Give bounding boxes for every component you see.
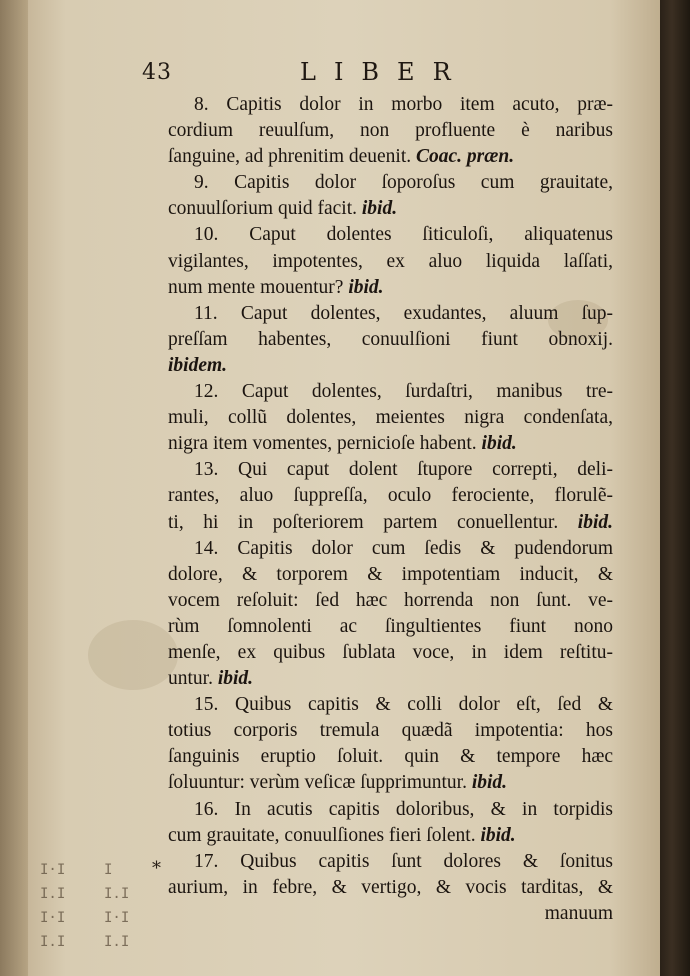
text-line [168, 536, 613, 562]
text-line [168, 196, 613, 222]
text-line [168, 875, 613, 901]
citation-reference: ibidem. [168, 354, 228, 376]
citation-reference: ibid. [212, 668, 254, 690]
line-text: ti, hi in poſteriorem partem conuellentur. [168, 511, 559, 533]
line-text: 9. Capitis dolor ſoporoſus cum grauitate, [194, 172, 613, 194]
margin-mark: I [104, 862, 113, 878]
line-text: ſanguine, ad phrenitim deuenit. [168, 146, 412, 168]
line-text: cum grauitate, conuulſiones fieri ſolent. [168, 824, 476, 846]
book-binding [660, 0, 690, 976]
text-line [168, 901, 613, 927]
text-line [168, 562, 613, 588]
line-text: vocem reſoluit: ſed hæc horrenda non ſunt. ve- [168, 589, 613, 611]
text-line [168, 275, 613, 301]
text-line [168, 849, 613, 875]
text-line [168, 353, 613, 379]
page-number: 43 [142, 60, 172, 85]
text-line [168, 744, 613, 770]
margin-mark: I·I [104, 910, 130, 926]
line-text: preſſam habentes, conuulſioni fiunt obnoxij. [168, 328, 613, 350]
text-line [168, 823, 613, 849]
fore-edge [0, 0, 28, 976]
line-text: rùm ſomnolenti ac ſingultientes fiunt nono [168, 615, 613, 637]
line-text: totius corporis tremula quædã impotentia: hos [168, 720, 613, 742]
line-text: vigilantes, impotentes, ex aluo liquida laſſati, [168, 250, 613, 272]
line-text: 13. Qui caput dolent ſtupore correpti, deli- [194, 459, 613, 481]
text-line [168, 797, 613, 823]
text-line [168, 301, 613, 327]
citation-reference: ibid. [476, 433, 517, 455]
line-text: ſanguinis eruptio ſoluit. quin & tempore hæc [168, 746, 613, 768]
line-text: 12. Caput dolentes, ſurdaſtri, manibus tre- [194, 381, 613, 403]
line-text: muli, collũ dolentes, meientes nigra condenſata, [168, 407, 613, 429]
margin-mark: I.I [40, 934, 66, 950]
margin-mark: I.I [104, 934, 130, 950]
line-text: cordium reuulſum, non profluente è naribus [168, 120, 613, 142]
line-text: 15. Quibus capitis & colli dolor eſt, ſed & [194, 694, 613, 716]
line-text: 16. In acutis capitis doloribus, & in torpidis [194, 798, 613, 820]
citation-reference: Coac. præn. [411, 146, 515, 168]
text-line [168, 692, 613, 718]
line-text: 14. Capitis dolor cum ſedis & pudendorum [194, 537, 613, 559]
text-line [168, 92, 613, 118]
line-text: untur. [168, 668, 213, 690]
text-line [168, 640, 613, 666]
text-line [168, 588, 613, 614]
text-line [168, 614, 613, 640]
margin-mark: I·I [40, 910, 66, 926]
text-line [168, 770, 613, 796]
text-line [168, 483, 613, 509]
line-text: nigra item vomentes, pernicioſe habent. [168, 433, 477, 455]
line-text: 11. Caput dolentes, exudantes, aluum ſup- [194, 302, 613, 324]
text-line [168, 379, 613, 405]
line-text: rantes, aluo ſuppreſſa, oculo ferociente, florulẽ- [168, 485, 613, 507]
line-text: 8. Capitis dolor in morbo item acuto, præ- [194, 94, 613, 115]
citation-reference: ibid. [466, 772, 508, 794]
citation-reference: ibid. [475, 824, 516, 846]
line-text: dolore, & torporem & impotentiam inducit, & [168, 563, 613, 585]
line-text: 17. Quibus capitis ſunt dolores & ſonitus [194, 850, 613, 872]
text-line [168, 170, 613, 196]
text-line [168, 510, 613, 536]
line-text: ſoluuntur: verùm veſicæ ſupprimuntur. [168, 772, 467, 794]
line-text: num mente mouentur? [168, 276, 344, 298]
text-line [168, 431, 613, 457]
paper-stain [88, 620, 178, 690]
citation-reference: ibid. [343, 276, 384, 298]
text-line [168, 327, 613, 353]
margin-mark: I·I [40, 862, 66, 878]
text-line [168, 118, 613, 144]
margin-mark: I.I [40, 886, 66, 902]
citation-reference: ibid. [558, 511, 613, 533]
body-text [168, 92, 613, 927]
margin-marks [40, 858, 168, 954]
text-line [168, 144, 613, 170]
text-line [168, 457, 613, 483]
line-text: conuulſorium quid facit. [168, 198, 358, 220]
citation-reference: ibid. [357, 198, 398, 220]
line-text: menſe, ex quibus ſublata voce, in idem reſtitu- [168, 641, 613, 663]
margin-mark: I.I [104, 886, 130, 902]
line-text: aurium, in febre, & vertigo, & vocis tarditas, & [168, 876, 613, 898]
text-line [168, 718, 613, 744]
text-line [168, 405, 613, 431]
text-line [168, 666, 613, 692]
running-head: LIBER [300, 58, 469, 86]
line-text: 10. Caput dolentes ſiticuloſi, aliquatenus [194, 224, 613, 246]
text-line [168, 222, 613, 248]
margin-asterisk: * [152, 858, 161, 879]
line-text: manuum [544, 902, 613, 924]
text-line [168, 249, 613, 275]
